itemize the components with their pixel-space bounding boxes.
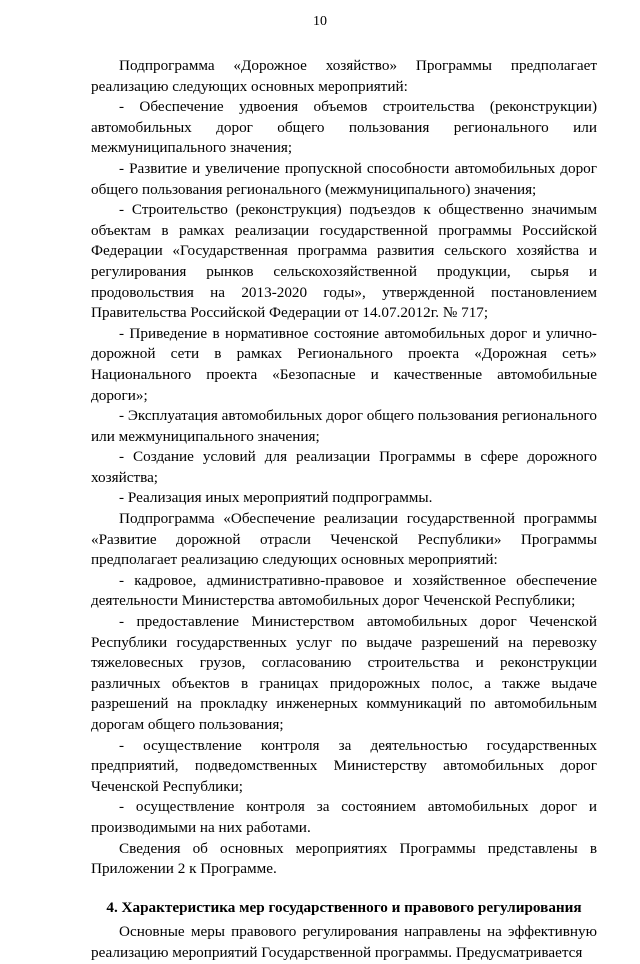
list-item: - Строительство (реконструкция) подъездов к общественно значимым объектам в рамках реализации государственной программы Российской Федерации «Государственная программа развития сельского хозяйства и регулирования рынков сельскохозяйственной продукции, сырья и продовольствия на 2013-2020 годы», утвержденной постановлением Правительства Российской Федерации от 14.07.2012г. № 717; (91, 201, 597, 322)
list-item: - Приведение в нормативное состояние автомобильных дорог и улично-дорожной сети в рамках Регионального проекта «Дорожная сеть» Национального проекта «Безопасные и качественные автомобильные дороги»; (91, 324, 597, 404)
paragraph: Сведения об основных мероприятиях Программы представлены в Приложении 2 к Программе. (91, 839, 597, 878)
list-item: - Эксплуатация автомобильных дорог общего пользования регионального или межмуниципального значения; (91, 407, 598, 445)
list-item: - предоставление Министерством автомобильных дорог Чеченской Республики государственных услуг по выдаче разрешений на перевозку тяжеловесных грузов, согласованию строительства и реконструкции различных объектов в границах придорожных полос, а также выдаче разрешений на прокладку инженерных коммуникаций по автомобильным дорогам общего пользования; (91, 613, 597, 733)
list-item: - Развитие и увеличение пропускной способности автомобильных дорог общего пользования регионального (межмуниципального) значения; (91, 159, 597, 198)
list-item: - кадровое, административно-правовое и хозяйственное обеспечение деятельности Министерства автомобильных дорог Чеченской Республики; (91, 571, 597, 610)
paragraph: Основные меры правового регулирования направлены на эффективную реализацию мероприятий Государственной программы. Предусматривается (91, 923, 597, 961)
paragraph: Подпрограмма «Дорожное хозяйство» Программы предполагает реализацию следующих основных мероприятий: (91, 57, 597, 95)
document-body (91, 56, 597, 964)
list-item: - Создание условий для реализации Программы в сфере дорожного хозяйства; (91, 448, 597, 486)
paragraph: Подпрограмма «Обеспечение реализации государственной программы «Развитие дорожной отрасли Чеченской Республики» Программы предполагает реализацию следующих основных мероприятий: (91, 510, 597, 569)
list-item: - осуществление контроля за деятельностью государственных предприятий, подведомственных Министерству автомобильных дорог Чеченской Республики; (91, 736, 597, 795)
page-number: 10 (313, 14, 327, 29)
list-item: - Обеспечение удвоения объемов строительства (реконструкции) автомобильных дорог общего пользования регионального или межмуниципального значения; (91, 98, 597, 157)
support-subprogram-section (91, 509, 597, 880)
list-item: - Реализация иных мероприятий подпрограммы. (119, 489, 433, 507)
section-heading: 4. Характеристика мер государственного и правового регулирования (106, 898, 582, 916)
road-subprogram-section (91, 56, 597, 509)
list-item: - осуществление контроля за состоянием автомобильных дорог и производимыми на них работами. (91, 798, 597, 836)
regulation-section (91, 922, 597, 963)
